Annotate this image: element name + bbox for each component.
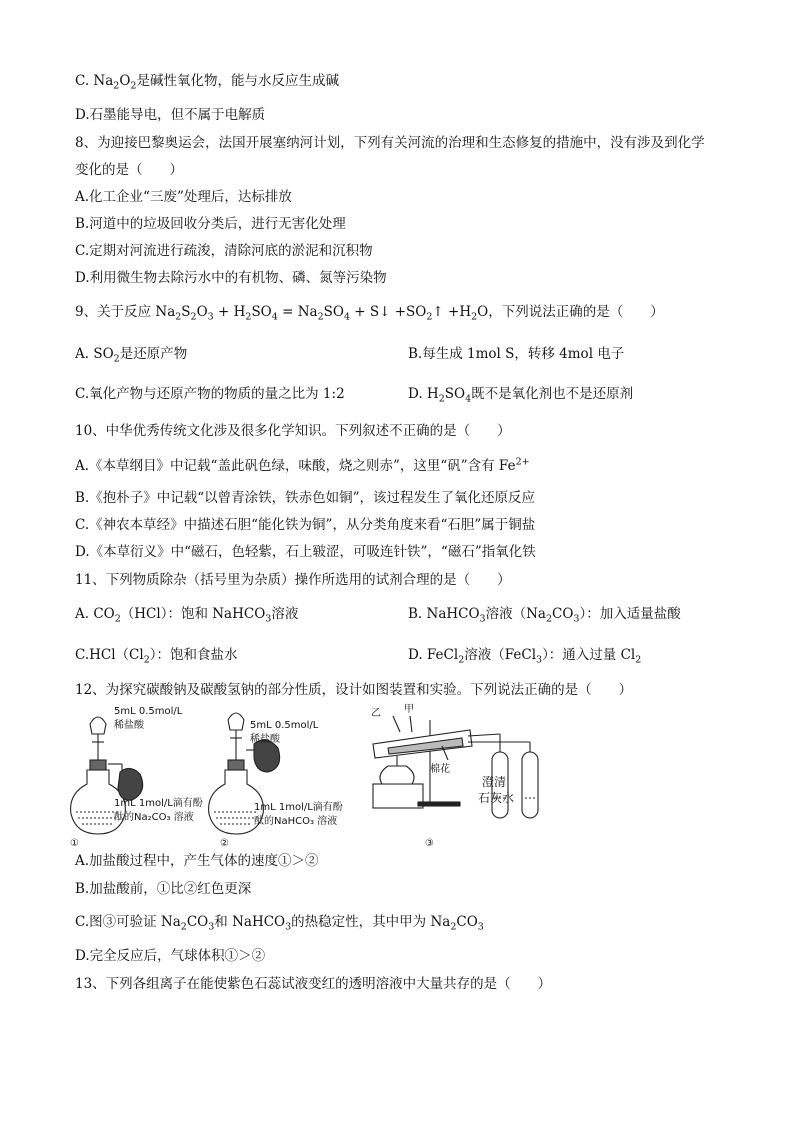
option-10A: A.《本草纲目》中记载“盖此矾色绿，味酸，烧之则赤”，这里“矾”含有 $Fe^{2+}$ — [75, 456, 530, 474]
option-8A: A.化工企业“三废”处理后，达标排放 — [75, 189, 292, 205]
option-11A: A. $CO_2(HCl)$：饱和 NaHCO$_3$溶液 — [75, 606, 299, 625]
question-8-line2: 变化的是（ ） — [75, 162, 183, 178]
question-10: 10、中华优秀传统文化涉及很多化学知识。下列叙述不正确的是（ ） — [75, 423, 511, 439]
option-12B: B.加盐酸前，①比②红色更深 — [75, 881, 252, 897]
fig1-funnel-label-1: 5mL 0.5mol/L — [114, 706, 183, 717]
question-13: 13、下列各组离子在能使紫色石蕊试液变红的透明溶液中大量共存的是（ ） — [75, 976, 552, 992]
option-11D: D. FeCl$_2$溶液（FeCl$_3$）：通入过量 $Cl_2$ — [408, 647, 642, 666]
limewater-tube-2 — [522, 752, 538, 818]
question-12: 12、为探究碳酸钠及碳酸氢钠的部分性质，设计如图装置和实验。下列说法正确的是（ ） — [75, 682, 633, 698]
question-8-line1: 8、为迎接巴黎奥运会，法国开展塞纳河计划，下列有关河流的治理和生态修复的措施中，没有涉及到化学 — [75, 135, 705, 151]
option-11C: $C.HCl(Cl_2)$：饱和食盐水 — [75, 647, 238, 666]
burner — [380, 766, 414, 784]
experiment-figure — [70, 702, 560, 848]
fig1-funnel-label-2: 稀盐酸 — [114, 720, 144, 731]
fig2-funnel-label-2: 稀盐酸 — [250, 734, 280, 745]
balloon-1 — [118, 768, 143, 800]
option-10B: B.《抱朴子》中记载“以曾青涂铁，铁赤色如铜”，该过程发生了氧化还原反应 — [75, 490, 536, 506]
option-8C: C.定期对河流进行疏浚，清除河底的淤泥和沉积物 — [75, 243, 373, 259]
fig2-number: ② — [220, 838, 229, 848]
fig2-funnel-label-1: 5mL 0.5mol/L — [250, 720, 319, 731]
fig3-label-lime-1: 澄清 — [482, 775, 507, 789]
option-8B: B.河道中的垃圾回收分类后，进行无害化处理 — [75, 216, 346, 232]
fig3-label-yi: 乙 — [371, 708, 381, 719]
funnel-2 — [228, 713, 244, 730]
fig3-label-cotton: 棉花 — [430, 764, 450, 775]
option-10D: D.《本草衍义》中“磁石，色轻紫，石上皲涩，可吸连针铁”，“磁石”指氧化铁 — [75, 544, 536, 560]
option-12C: C.图③可验证 $Na_2CO_3$和 NaHCO$_3$的热稳定性，其中甲为 $Na_2CO_3$ — [75, 914, 484, 933]
fig3-label-lime-2: 石灰水 — [478, 791, 515, 805]
option-9B: B.每生成 1mol S，转移 4mol 电子 — [408, 346, 625, 362]
option-12A: A.加盐酸过程中，产生气体的速度①＞② — [75, 853, 319, 869]
fig1-flask-label-1: 1mL 1mol/L滴有酚 — [114, 798, 203, 809]
option-7D: D.石墨能导电，但不属于电解质 — [75, 107, 266, 123]
funnel-1 — [90, 717, 106, 734]
question-11: 11、下列物质除杂（括号里为杂质）操作所选用的试剂合理的是（ ） — [75, 572, 511, 588]
fig2-flask-label-1: 1mL 1mol/L滴有酚 — [254, 802, 343, 813]
option-9D: D. $H_2SO_4$既不是氧化剂也不是还原剂 — [408, 386, 634, 405]
fig2-flask-label-2: 酞的NaHCO₃ 溶液 — [254, 816, 338, 827]
option-10C: C.《神农本草经》中描述石胆“能化铁为铜”，从分类角度来看“石胆”属于铜盐 — [75, 517, 536, 533]
option-9C: C.氧化产物与还原产物的物质的量之比为 1:2 — [75, 386, 345, 402]
option-12D: D.完全反应后，气球体积①＞② — [75, 948, 266, 964]
fig1-number: ① — [70, 838, 79, 848]
fig3-label-jia: 甲 — [404, 704, 414, 715]
question-9: 9、关于反应 $Na_2S_2O_3 + H_2SO_4 = Na_2SO_4$ + S↓ $+SO_2↑ +H_2O$，下列说法正确的是（ ） — [75, 304, 664, 323]
option-11B: B. NaHCO$_3$溶液$(Na_2CO_3)$：加入适量盐酸 — [408, 606, 681, 625]
option-8D: D.利用微生物去除污水中的有机物、磷、氮等污染物 — [75, 270, 387, 286]
option-9A: A. $SO_2$是还原产物 — [75, 346, 188, 365]
option-7C: C. $Na_2O_2$是碱性氧化物，能与水反应生成碱 — [75, 73, 339, 92]
fig3-number: ③ — [425, 838, 434, 848]
fig1-flask-label-2: 酞的Na₂CO₃ 溶液 — [114, 812, 194, 823]
